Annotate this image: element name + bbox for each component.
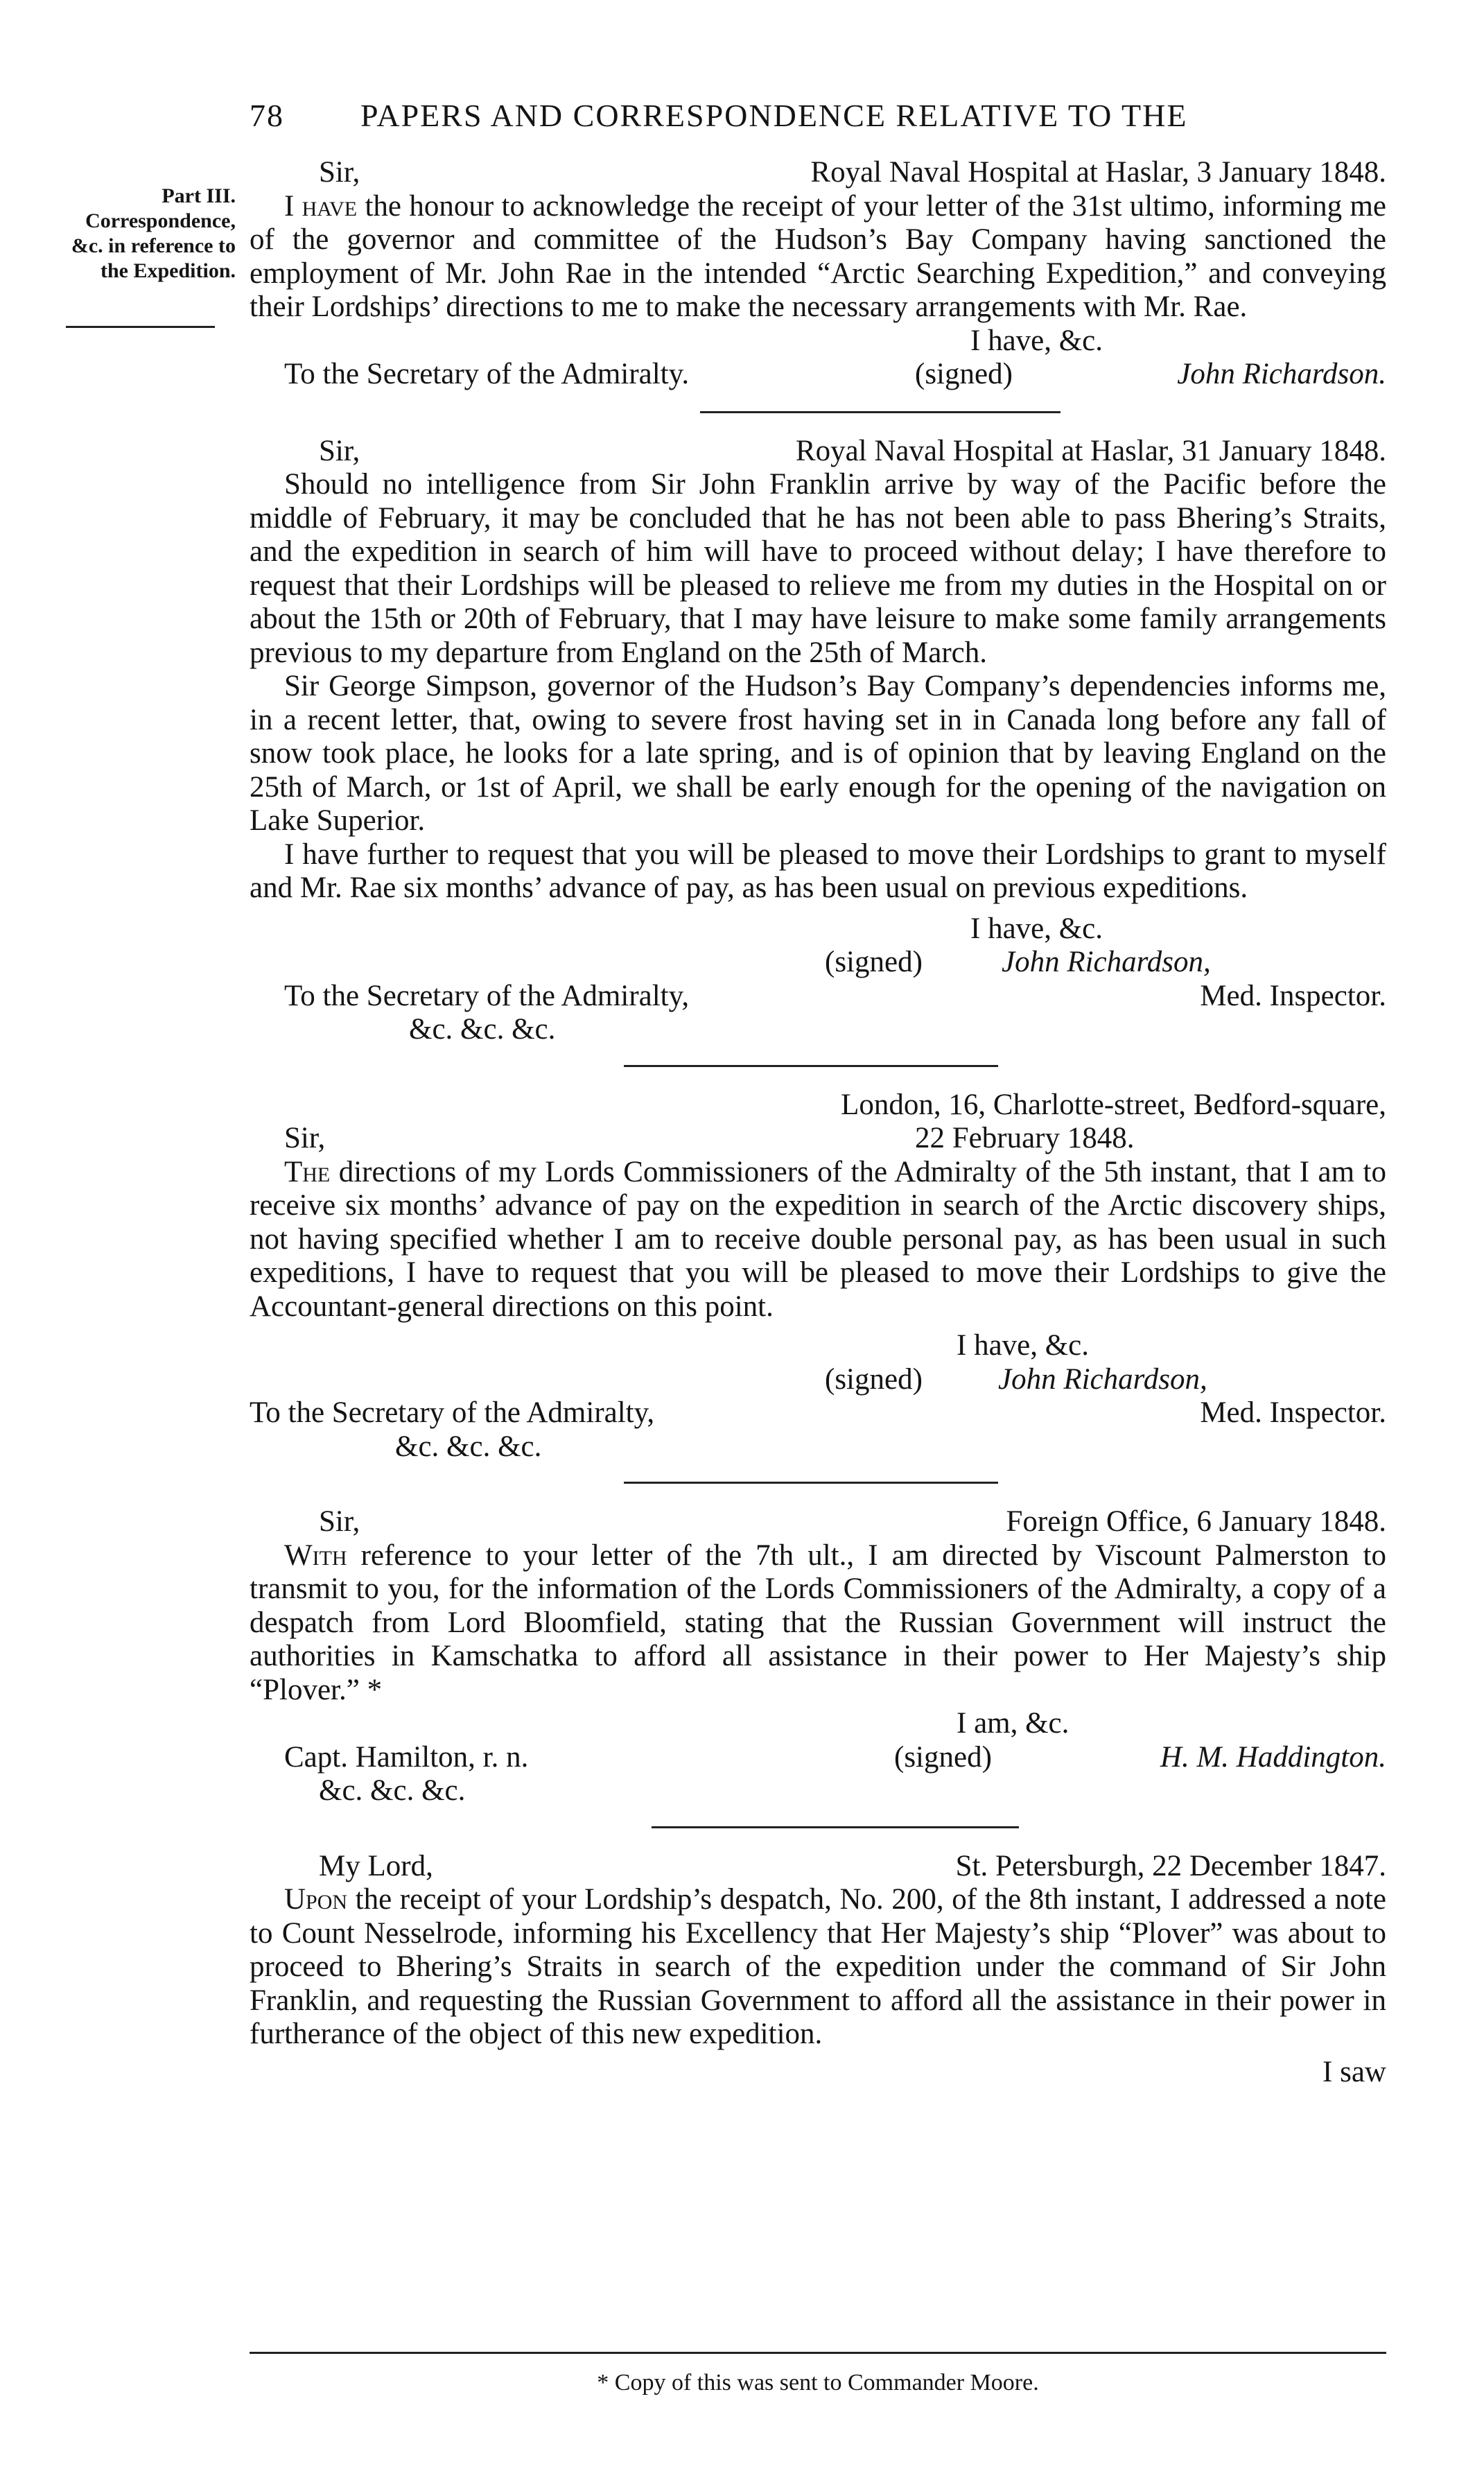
addressee: To the Secretary of the Admiralty, <box>284 979 690 1012</box>
letter-1 <box>250 156 1386 392</box>
letter-4 <box>250 1505 1386 1808</box>
signature: John Richardson, <box>1002 946 1211 978</box>
signature: H. M. Haddington. <box>1160 1740 1386 1774</box>
paragraph-text: the honour to acknowledge the receipt of your letter of the 31st ultimo, informing me of the governor and committee of the Hudson’s Bay Company having sanctioned the employment of Mr. John Rae in the intended “Arctic Searching Expedition,” and conveying their Lordships’ directions to me to make the necessary arrangements with Mr. Rae. <box>250 189 1386 323</box>
margin-note <box>0 184 236 284</box>
salutation: Sir, <box>284 1122 326 1154</box>
signer-title: Med. Inspector. <box>1200 1396 1386 1429</box>
place-date: Royal Naval Hospital at Haslar, 3 January 1848. <box>810 156 1386 189</box>
salutation: Sir, <box>319 156 360 189</box>
section-divider <box>624 1482 998 1484</box>
closing: I have, &c. <box>957 1329 1090 1362</box>
signed-label: (signed) <box>915 358 1013 390</box>
salutation: Sir, <box>319 434 360 467</box>
paragraph-text: the receipt of your Lordship’s despatch, No. 200, of the 8th instant, I addressed a note to Count Nesselrode, informing his Excellency that Her Majesty’s ship “Plover” was about to proceed to Bhering’s Straits in search of the expedition under the command of Sir John Franklin, and requesting the Russian Government to afford all the assistance in their power in furtherance of the object of this new expedition. <box>250 1883 1386 2050</box>
footnote: * Copy of this was sent to Commander Moore. <box>597 2370 1039 2395</box>
margin-note-line: Correspondence, <box>85 209 236 232</box>
letter-paragraph: Should no intelligence from Sir John Franklin arrive by way of the Pacific before the middle of February, it may be concluded that he has not been able to pass Bhering’s Straits, and the expedition in search of him will have to proceed without delay; I have therefore to request that their Lordships will be pleased to relieve me from my duties in the Hospital on or about the 15th or 20th of February, that I may have leisure to make some family arrangements previous to my departure from England on the 25th of March. <box>250 468 1386 669</box>
signed-label: (signed) <box>894 1740 992 1774</box>
letter-5 <box>250 1850 1386 2090</box>
section-divider <box>652 1826 1019 1829</box>
opening-words: With <box>284 1539 347 1572</box>
signed-label: (signed) <box>825 1362 923 1396</box>
letter-paragraph: I have further to request that you will be pleased to move their Lordships to grant to myself and Mr. Rae six months’ advance of pay, as has been usual on previous expeditions. <box>250 838 1386 904</box>
addressee: To the Secretary of the Admiralty. <box>284 358 690 390</box>
paragraph-text: directions of my Lords Commissioners of the Admiralty of the 5th instant, that I am to receive six months’ advance of pay on the expedition in search of the Arctic discovery ships, not having specified whether I am to receive double personal pay, as has been usual in such expeditions, I have to request that you will be pleased to move their Lordships to give the Accountant-general directions on this point. <box>250 1155 1386 1323</box>
letter-paragraph <box>250 1883 1386 2052</box>
letter-paragraph <box>250 1156 1386 1324</box>
margin-divider <box>66 326 215 328</box>
paragraph-text: reference to your letter of the 7th ult., I am directed by Viscount Palmerston to transmit to you, for the information of the Lords Commissioners of the Admiralty, a copy of a despatch from Lord Bloomfield, stating that the Russian Government will instruct the authorities in Kamschatka to afford all assistance in their power to Her Majesty’s ship “Plover.” * <box>250 1539 1386 1706</box>
letter-2 <box>250 435 1386 1047</box>
signature: John Richardson, <box>998 1362 1207 1396</box>
opening-words: I have <box>284 189 358 223</box>
place-date: St. Petersburgh, 22 December 1847. <box>955 1849 1386 1882</box>
margin-note-line: Part III. <box>162 184 236 207</box>
closing: I have, &c. <box>970 912 1103 945</box>
opening-words: Upon <box>284 1883 348 1916</box>
addressee: Capt. Hamilton, r. n. <box>284 1740 529 1774</box>
letter-paragraph: Sir George Simpson, governor of the Hudson’s Bay Company’s dependencies informs me, in a recent letter, that, owing to severe frost having set in in Canada long before any fall of snow took place, he looks for a late spring, and is of opinion that by leaving England on the 25th of March, or 1st of April, we shall be early enough for the opening of the navigation on Lake Superior. <box>250 670 1386 837</box>
margin-note-line: the Expedition. <box>100 259 236 282</box>
addressee-etc: &c. &c. &c. <box>395 1430 542 1463</box>
footnote-divider <box>250 2352 1386 2354</box>
salutation: Sir, <box>319 1505 360 1538</box>
letter-paragraph <box>250 1539 1386 1708</box>
addressee-etc: &c. &c. &c. <box>409 1013 556 1046</box>
addressee-etc: &c. &c. &c. <box>319 1774 466 1807</box>
section-divider <box>624 1065 998 1068</box>
header-title: PAPERS AND CORRESPONDENCE RELATIVE TO THE <box>360 98 1188 133</box>
place: London, 16, Charlotte-street, Bedford-square, <box>841 1088 1386 1121</box>
addressee: To the Secretary of the Admiralty, <box>250 1396 655 1429</box>
catchword: I saw <box>1322 2055 1386 2088</box>
closing: I am, &c. <box>957 1707 1070 1740</box>
section-divider <box>700 411 1060 414</box>
document-body <box>250 156 1386 2089</box>
salutation: My Lord, <box>319 1849 433 1882</box>
margin-note-line: &c. in reference to <box>71 234 236 257</box>
letter-3 <box>250 1089 1386 1464</box>
signer-title: Med. Inspector. <box>1200 979 1386 1012</box>
running-header <box>250 97 1386 146</box>
page-number: 78 <box>250 98 284 133</box>
signed-label: (signed) <box>825 946 923 978</box>
closing: I have, &c. <box>970 324 1103 357</box>
place-date: Royal Naval Hospital at Haslar, 31 January 1848. <box>795 434 1386 467</box>
signature: John Richardson. <box>1177 358 1386 390</box>
letter-paragraph <box>250 190 1386 324</box>
place-date: Foreign Office, 6 January 1848. <box>1006 1505 1386 1538</box>
date: 22 February 1848. <box>915 1122 1135 1154</box>
opening-words: The <box>284 1155 331 1188</box>
